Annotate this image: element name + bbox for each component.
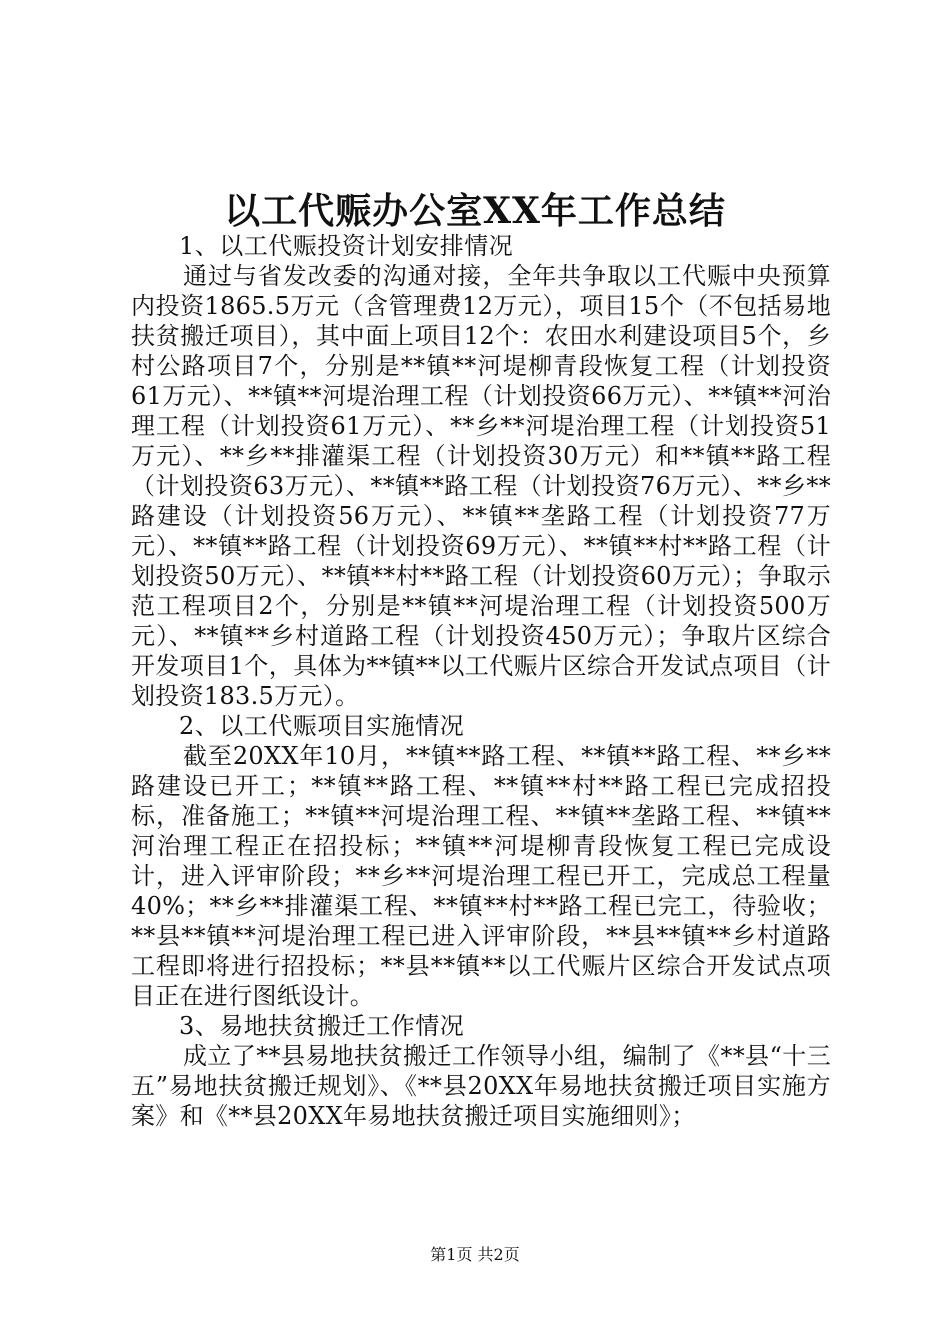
section-heading-3: 3、易地扶贫搬迁工作情况 [179,1012,465,1040]
section-paragraph-1: 通过与省发改委的沟通对接，全年共争取以工代赈中央预算内投资1865.5万元（含管理费12万元），项目15个（不包括易地扶贫搬迁项目），其中面上项目12个：农田水利建设项目5个，乡村公路项目7个，分别是**镇**河堤柳青段恢复工程（计划投资61万元）、**镇**河堤治理工程（计划投资66万元）、**镇**河治理工程（计划投资61万元）、**乡**河堤治理工程（计划投资51万元）、**乡**排灌渠工程（计划投资30万元）和**镇**路工程（计划投资63万元）、**镇**路工程（计划投资76万元）、**乡**路建设（计划投资56万元）、**镇**垄路工程（计划投资77万元）、**镇**路工程（计划投资69万元）、**镇**村**路工程（计划投资50万元）、**镇**村**路工程（计划投资60万元）；争取示范工程项目2个，分别是**镇**河堤治理工程（计划投资500万元）、**镇**乡村道路工程（计划投资450万元）；争取片区综合开发项目1个，具体为**镇**以工代赈片区综合开发试点项目（计划投资183.5万元）。 [131,262,831,710]
document-body [131,231,831,1131]
section-paragraph-3: 成立了**县易地扶贫搬迁工作领导小组，编制了《**县“十三五”易地扶贫搬迁规划》、《**县20XX年易地扶贫搬迁项目实施方案》和《**县20XX年易地扶贫搬迁项目实施细则》； [131,1042,831,1130]
section-heading-1: 1、以工代赈投资计划安排情况 [179,232,514,260]
section-paragraph-2: 截至20XX年10月，**镇**路工程、**镇**路工程、**乡**路建设已开工；**镇**路工程、**镇**村**路工程已完成招投标，准备施工；**镇**河堤治理工程、**镇**垄路工程、**镇**河治理工程正在招投标；**镇**河堤柳青段恢复工程已完成设计，进入评审阶段；**乡**河堤治理工程已开工，完成总工程量40%；**乡**排灌渠工程、**镇**村**路工程已完工，待验收；**县**镇**河堤治理工程已进入评审阶段，**县**镇**乡村道路工程即将进行招投标；**县**镇**以工代赈片区综合开发试点项目正在进行图纸设计。 [131,742,831,1010]
page-title: 以工代赈办公室XX年工作总结 [224,190,726,232]
page-footer: 第1页 共2页 [430,1245,520,1264]
section-heading-2: 2、以工代赈项目实施情况 [179,712,465,740]
